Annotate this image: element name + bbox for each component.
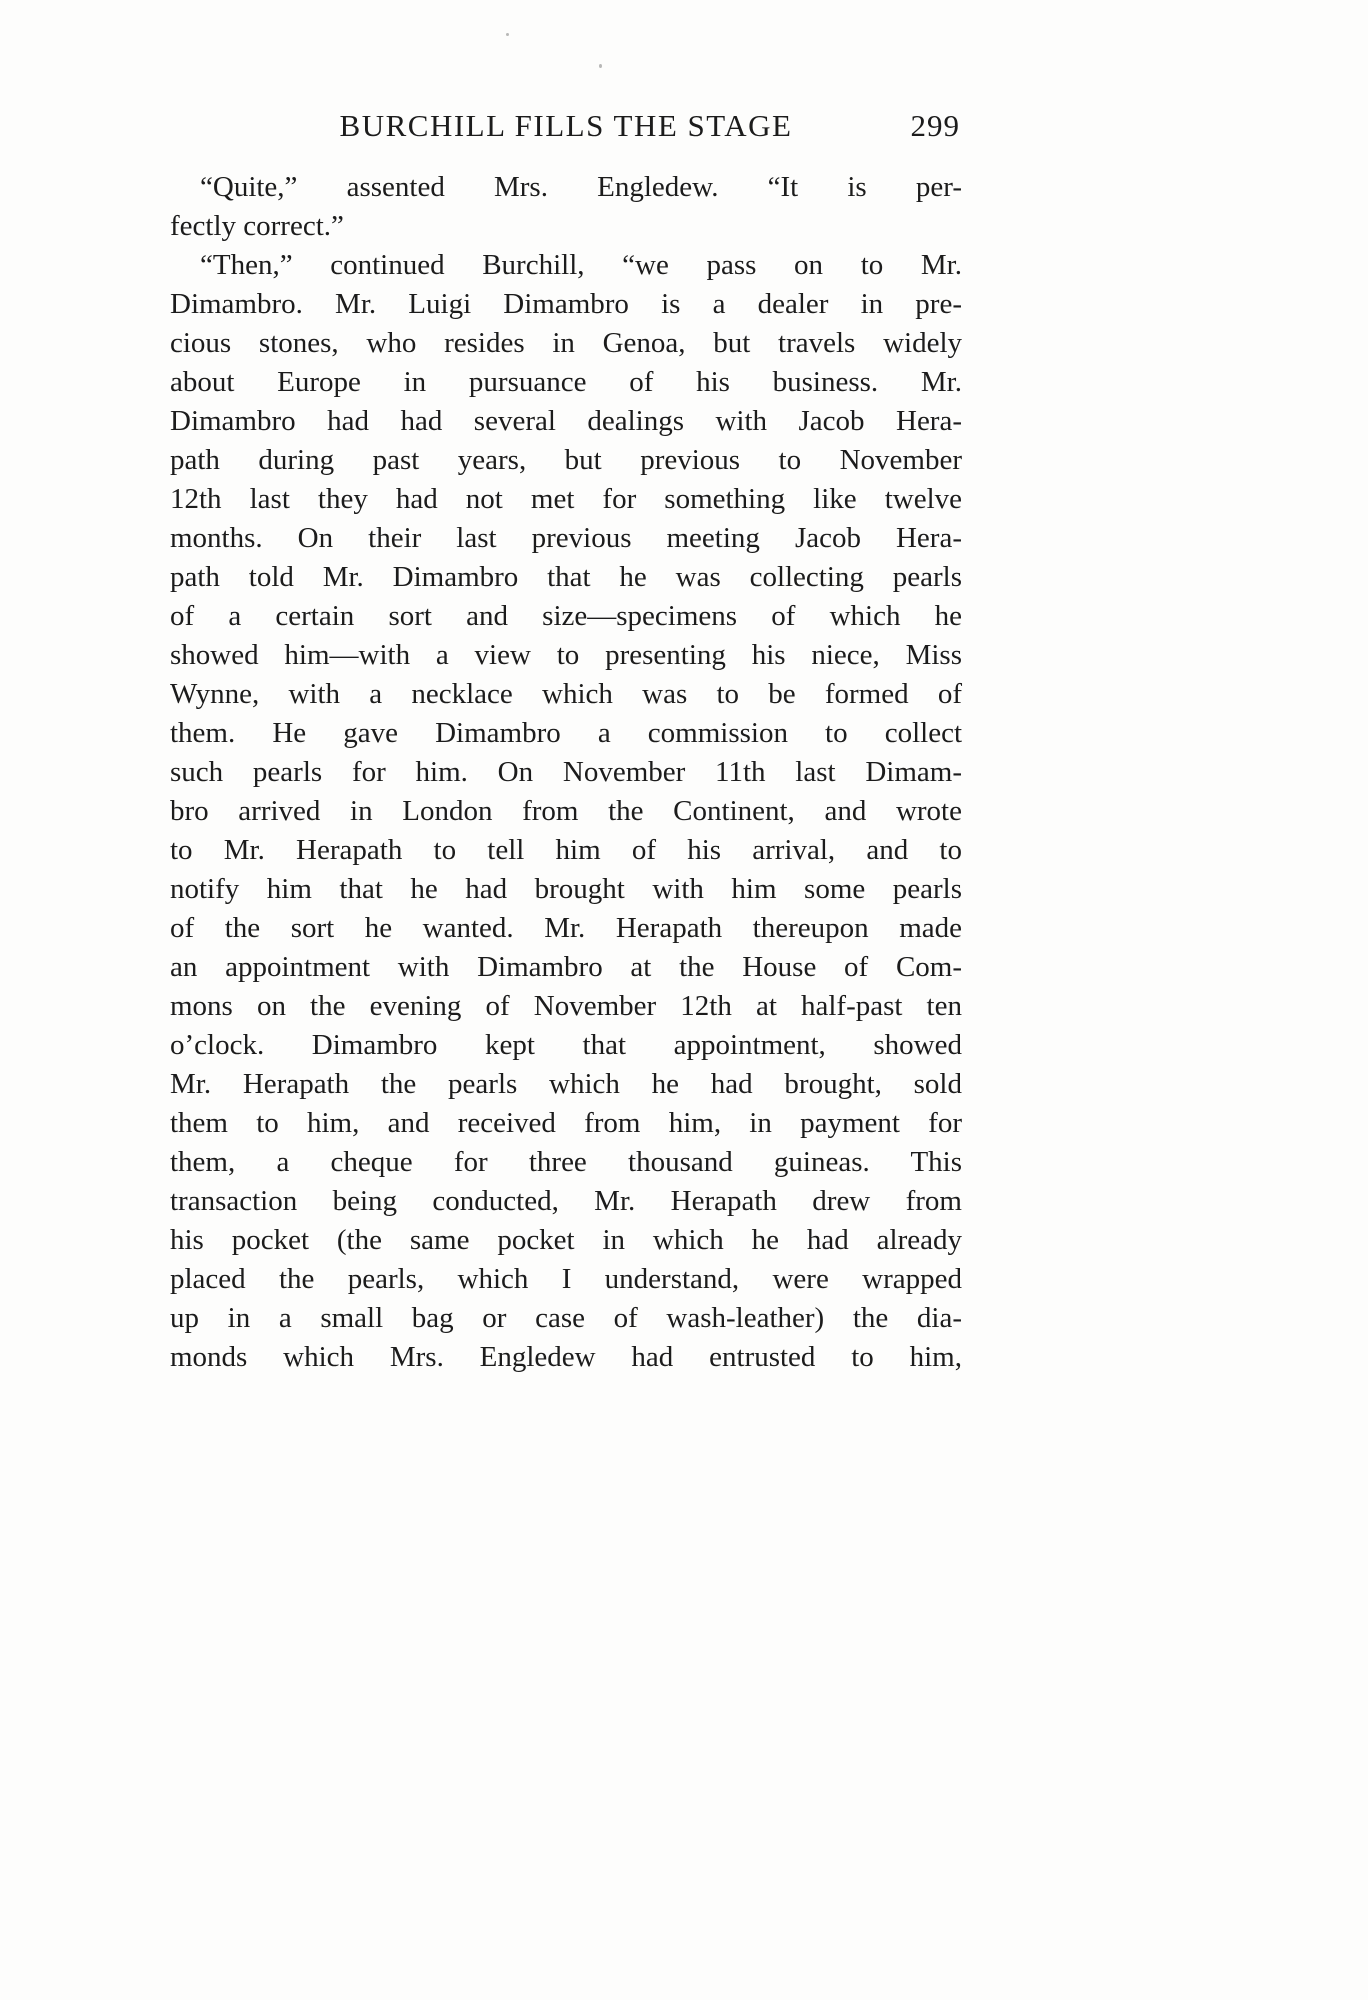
page-number: 299 xyxy=(910,108,960,143)
text-line: notify him that he had brought with him some pearls xyxy=(170,873,962,905)
text-line: months. On their last previous meeting Jacob Hera- xyxy=(170,522,962,554)
text-line: showed him—with a view to presenting his niece, Miss xyxy=(170,639,962,671)
text-line: them, a cheque for three thousand guineas. This xyxy=(170,1146,962,1178)
page-body xyxy=(170,168,962,1377)
text-line: them to him, and received from him, in payment for xyxy=(170,1107,962,1139)
text-line: transaction being conducted, Mr. Herapath drew from xyxy=(170,1185,962,1217)
text-line: path during past years, but previous to November xyxy=(170,444,962,476)
text-line: 12th last they had not met for something like twelve xyxy=(170,483,962,515)
text-line: placed the pearls, which I understand, were wrapped xyxy=(170,1263,962,1295)
text-line: such pearls for him. On November 11th last Dimam- xyxy=(170,756,962,788)
text-line: up in a small bag or case of wash-leather) the dia- xyxy=(170,1302,962,1334)
text-line: cious stones, who resides in Genoa, but travels widely xyxy=(170,327,962,359)
text-line: mons on the evening of November 12th at half-past ten xyxy=(170,990,962,1022)
text-column xyxy=(170,108,962,1377)
text-line: Dimambro had had several dealings with Jacob Hera- xyxy=(170,405,962,437)
text-line: Dimambro. Mr. Luigi Dimambro is a dealer in pre- xyxy=(170,288,962,320)
page-header xyxy=(170,108,962,168)
text-line: them. He gave Dimambro a commission to collect xyxy=(170,717,962,749)
text-line: Wynne, with a necklace which was to be formed of xyxy=(170,678,962,710)
text-line: about Europe in pursuance of his business. Mr. xyxy=(170,366,962,398)
text-line: Mr. Herapath the pearls which he had brought, sold xyxy=(170,1068,962,1100)
text-line: “Then,” continued Burchill, “we pass on to Mr. xyxy=(200,249,962,281)
text-line: bro arrived in London from the Continent, and wrote xyxy=(170,795,962,827)
text-line: o’clock. Dimambro kept that appointment, showed xyxy=(170,1029,962,1061)
text-line: to Mr. Herapath to tell him of his arrival, and to xyxy=(170,834,962,866)
text-line: monds which Mrs. Engledew had entrusted to him, xyxy=(170,1341,962,1373)
scan-speck xyxy=(506,33,509,36)
text-line: path told Mr. Dimambro that he was collecting pearls xyxy=(170,561,962,593)
text-line: fectly correct.” xyxy=(170,210,344,242)
text-line: of the sort he wanted. Mr. Herapath thereupon made xyxy=(170,912,962,944)
text-line: of a certain sort and size—specimens of which he xyxy=(170,600,962,632)
scan-speck xyxy=(599,64,602,68)
page-title: BURCHILL FILLS THE STAGE xyxy=(339,108,793,143)
text-line: his pocket (the same pocket in which he had already xyxy=(170,1224,962,1256)
text-line: an appointment with Dimambro at the House of Com- xyxy=(170,951,962,983)
text-line: “Quite,” assented Mrs. Engledew. “It is per- xyxy=(200,171,962,203)
